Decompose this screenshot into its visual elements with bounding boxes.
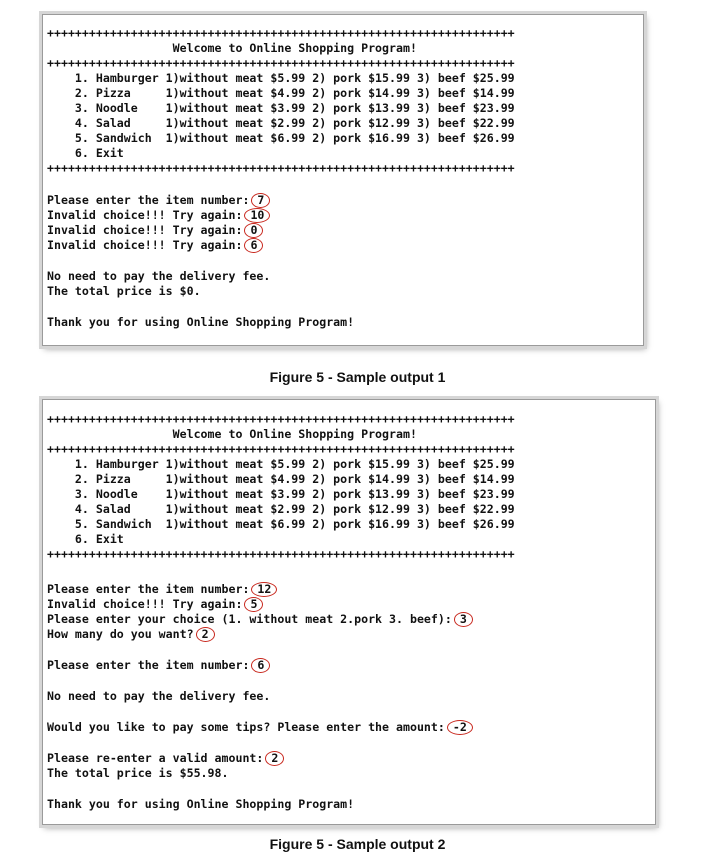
- menu-item: 5. Sandwich 1)without meat $6.99 2) pork $16.99 3) beef $26.99: [47, 131, 515, 145]
- user-input-answer: 7: [251, 193, 270, 208]
- prompt-line: [47, 597, 263, 612]
- prompt-text: Invalid choice!!! Try again:: [47, 223, 243, 237]
- prompt-line: [47, 223, 263, 238]
- prompt-text: Invalid choice!!! Try again:: [47, 597, 243, 611]
- border-line: +++++++++++++++++++++++++++++++++++++++++++++++++++++++++++++++++++: [47, 442, 515, 456]
- welcome-banner: Welcome to Online Shopping Program!: [47, 427, 417, 441]
- user-input-answer: 3: [454, 612, 473, 627]
- menu-item: 4. Salad 1)without meat $2.99 2) pork $12.99 3) beef $22.99: [47, 116, 515, 130]
- user-input-answer: -2: [447, 720, 473, 735]
- thanks-message: Thank you for using Online Shopping Program!: [47, 315, 355, 329]
- menu-item: 2. Pizza 1)without meat $4.99 2) pork $14.99 3) beef $14.99: [47, 472, 515, 486]
- border-line: +++++++++++++++++++++++++++++++++++++++++++++++++++++++++++++++++++: [47, 547, 515, 561]
- menu-item: 3. Noodle 1)without meat $3.99 2) pork $13.99 3) beef $23.99: [47, 101, 515, 115]
- border-line: +++++++++++++++++++++++++++++++++++++++++++++++++++++++++++++++++++: [47, 26, 515, 40]
- menu-item: 5. Sandwich 1)without meat $6.99 2) pork $16.99 3) beef $26.99: [47, 517, 515, 531]
- prompt-text: Please enter the item number:: [47, 582, 250, 596]
- delivery-message: No need to pay the delivery fee.: [47, 689, 271, 703]
- menu-item: 6. Exit: [47, 532, 124, 546]
- menu-item: 2. Pizza 1)without meat $4.99 2) pork $14.99 3) beef $14.99: [47, 86, 515, 100]
- menu-item: 4. Salad 1)without meat $2.99 2) pork $12.99 3) beef $22.99: [47, 502, 515, 516]
- prompt-line: [47, 627, 215, 642]
- total-price: The total price is $55.98.: [47, 766, 229, 780]
- user-input-answer: 2: [196, 627, 215, 642]
- prompt-line: [47, 658, 270, 673]
- prompt-line: [47, 751, 284, 766]
- user-input-answer: 12: [251, 582, 277, 597]
- user-input-answer: 0: [244, 223, 263, 238]
- prompt-text: Please enter the item number:: [47, 193, 250, 207]
- border-line: +++++++++++++++++++++++++++++++++++++++++++++++++++++++++++++++++++: [47, 412, 515, 426]
- border-line: +++++++++++++++++++++++++++++++++++++++++++++++++++++++++++++++++++: [47, 56, 515, 70]
- welcome-banner: Welcome to Online Shopping Program!: [47, 41, 417, 55]
- delivery-message: No need to pay the delivery fee.: [47, 269, 271, 283]
- prompt-line: [47, 238, 263, 253]
- prompt-line: [47, 582, 277, 597]
- user-input-answer: 2: [265, 751, 284, 766]
- figure-caption: Figure 5 - Sample output 1: [269, 369, 446, 385]
- sample-output-2-console: [42, 399, 656, 825]
- prompt-text: Invalid choice!!! Try again:: [47, 208, 243, 222]
- prompt-text: Invalid choice!!! Try again:: [47, 238, 243, 252]
- prompt-text: How many do you want?: [47, 627, 194, 641]
- figure-caption: Figure 5 - Sample output 2: [269, 836, 446, 852]
- prompt-text: Please enter the item number:: [47, 658, 250, 672]
- user-input-answer: 10: [244, 208, 270, 223]
- user-input-answer: 6: [244, 238, 263, 253]
- prompt-line: [47, 193, 270, 208]
- prompt-line: [47, 720, 473, 735]
- user-input-answer: 6: [251, 658, 270, 673]
- total-price: The total price is $0.: [47, 284, 201, 298]
- prompt-line: [47, 208, 270, 223]
- menu-item: 6. Exit: [47, 146, 124, 160]
- menu-item: 1. Hamburger 1)without meat $5.99 2) pork $15.99 3) beef $25.99: [47, 71, 515, 85]
- border-line: +++++++++++++++++++++++++++++++++++++++++++++++++++++++++++++++++++: [47, 161, 515, 175]
- menu-item: 3. Noodle 1)without meat $3.99 2) pork $13.99 3) beef $23.99: [47, 487, 515, 501]
- menu-item: 1. Hamburger 1)without meat $5.99 2) pork $15.99 3) beef $25.99: [47, 457, 515, 471]
- user-input-answer: 5: [244, 597, 263, 612]
- thanks-message: Thank you for using Online Shopping Program!: [47, 797, 355, 811]
- prompt-text: Please re-enter a valid amount:: [47, 751, 264, 765]
- prompt-text: Please enter your choice (1. without meat 2.pork 3. beef):: [47, 612, 452, 626]
- prompt-text: Would you like to pay some tips? Please enter the amount:: [47, 720, 445, 734]
- prompt-line: [47, 612, 473, 627]
- sample-output-1-console: [42, 14, 644, 346]
